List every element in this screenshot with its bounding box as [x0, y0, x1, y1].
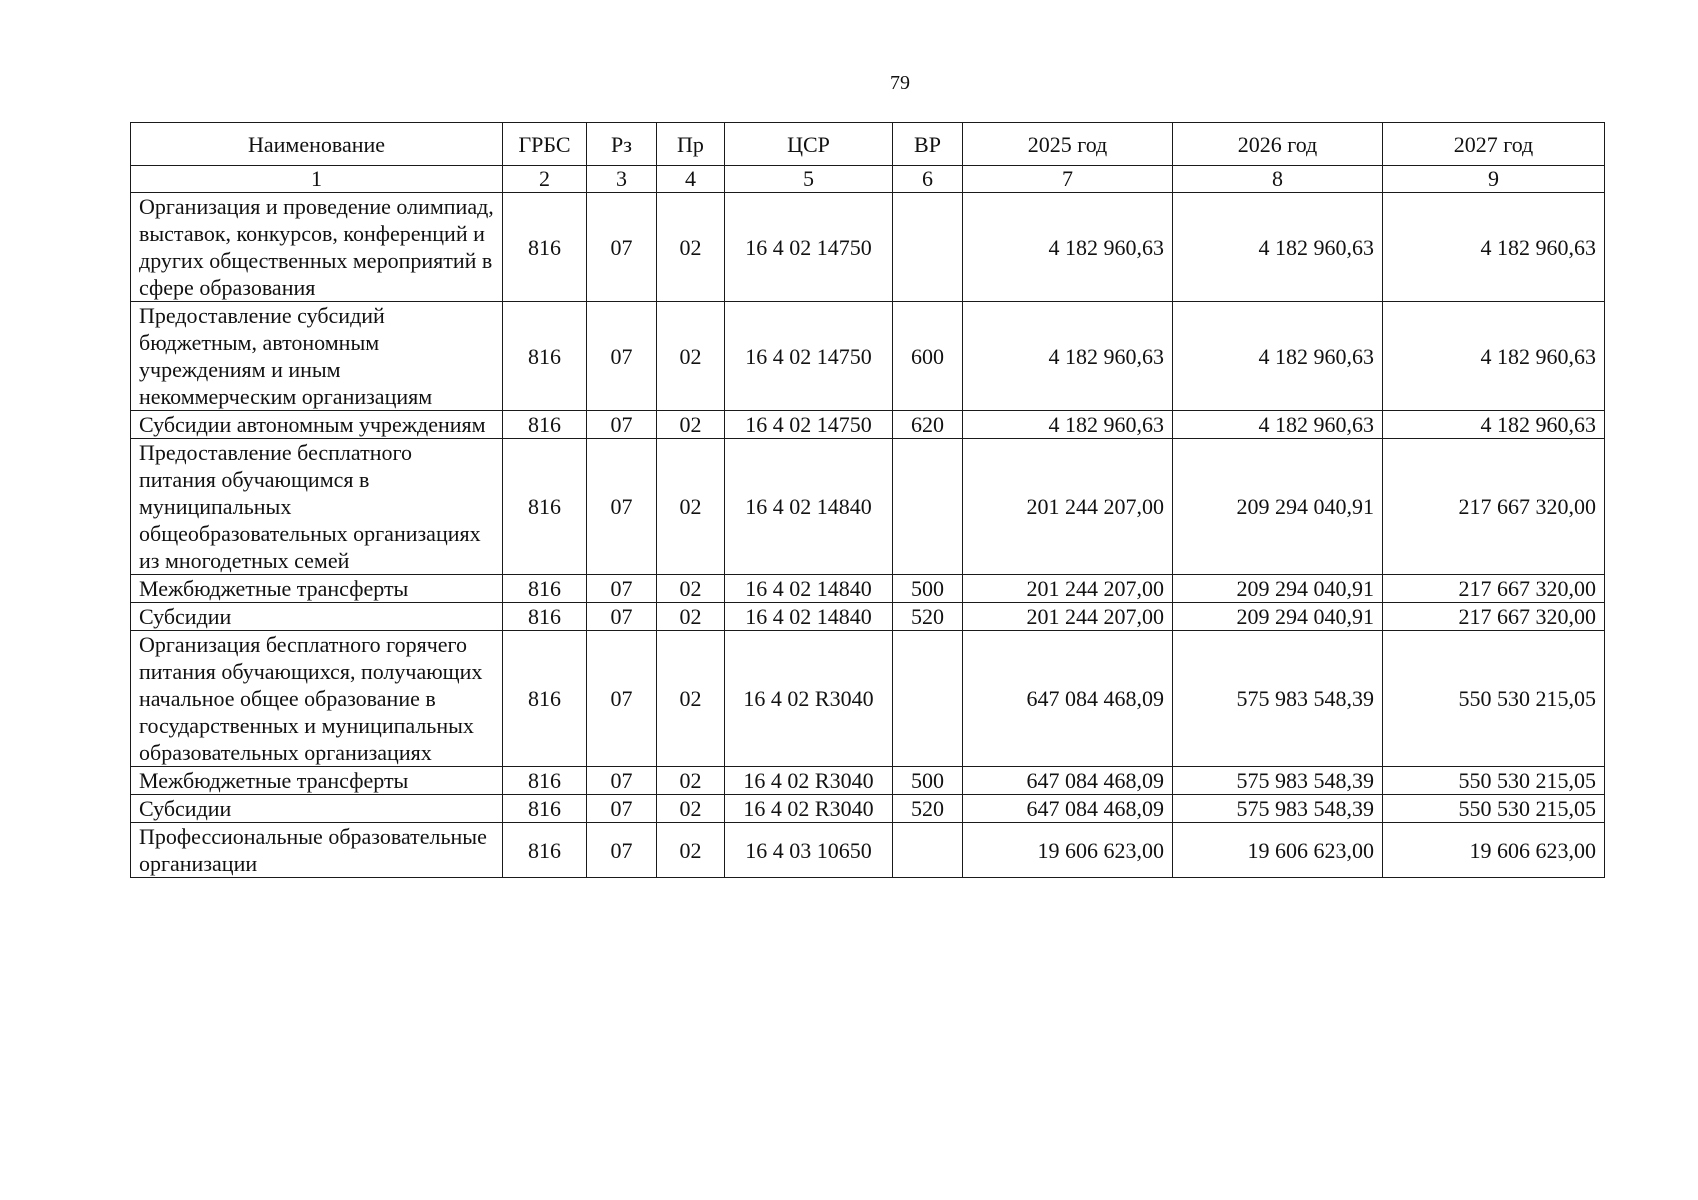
row-pr-cell: 02 — [657, 767, 725, 795]
row-pr-cell: 02 — [657, 795, 725, 823]
row-2026-amount: 575 983 548,39 — [1173, 795, 1383, 823]
row-csr-cell: 16 4 02 R3040 — [725, 631, 893, 767]
row-csr-cell: 16 4 02 R3040 — [725, 767, 893, 795]
row-name-cell: Предоставление бесплатного питания обучающимся в муниципальных общеобразовательных организациях из многодетных семей — [131, 439, 503, 575]
row-csr-cell: 16 4 02 14750 — [725, 193, 893, 302]
budget-table — [130, 122, 1605, 878]
row-2025-amount: 647 084 468,09 — [963, 767, 1173, 795]
row-2027-amount: 4 182 960,63 — [1383, 193, 1605, 302]
header-grbs: ГРБС — [503, 123, 587, 166]
column-number: 9 — [1383, 166, 1605, 193]
row-pr-cell: 02 — [657, 631, 725, 767]
row-pr-cell: 02 — [657, 603, 725, 631]
column-number: 5 — [725, 166, 893, 193]
row-2026-amount: 4 182 960,63 — [1173, 193, 1383, 302]
row-pr-cell: 02 — [657, 411, 725, 439]
row-grbs-cell: 816 — [503, 823, 587, 878]
row-name-cell: Межбюджетные трансферты — [131, 767, 503, 795]
row-pr-cell: 02 — [657, 823, 725, 878]
row-pr-cell: 02 — [657, 193, 725, 302]
row-name-cell: Предоставление субсидий бюджетным, автономным учреждениям и иным некоммерческим организациям — [131, 302, 503, 411]
column-number: 8 — [1173, 166, 1383, 193]
row-2027-amount: 217 667 320,00 — [1383, 603, 1605, 631]
row-2026-amount: 575 983 548,39 — [1173, 767, 1383, 795]
column-number: 7 — [963, 166, 1173, 193]
row-rz-cell: 07 — [587, 411, 657, 439]
row-vr-cell: 500 — [893, 767, 963, 795]
row-2026-amount: 209 294 040,91 — [1173, 439, 1383, 575]
row-csr-cell: 16 4 02 14750 — [725, 411, 893, 439]
row-vr-cell — [893, 439, 963, 575]
table-row — [131, 439, 1605, 575]
row-2025-amount: 647 084 468,09 — [963, 631, 1173, 767]
row-2025-amount: 201 244 207,00 — [963, 439, 1173, 575]
row-2026-amount: 575 983 548,39 — [1173, 631, 1383, 767]
table-row — [131, 767, 1605, 795]
row-grbs-cell: 816 — [503, 193, 587, 302]
column-number: 3 — [587, 166, 657, 193]
table-row — [131, 823, 1605, 878]
row-grbs-cell: 816 — [503, 439, 587, 575]
row-csr-cell: 16 4 02 14840 — [725, 575, 893, 603]
row-pr-cell: 02 — [657, 575, 725, 603]
header-csr: ЦСР — [725, 123, 893, 166]
row-grbs-cell: 816 — [503, 575, 587, 603]
row-rz-cell: 07 — [587, 631, 657, 767]
row-2026-amount: 209 294 040,91 — [1173, 603, 1383, 631]
row-name-cell: Субсидии — [131, 795, 503, 823]
row-csr-cell: 16 4 02 14750 — [725, 302, 893, 411]
row-name-cell: Межбюджетные трансферты — [131, 575, 503, 603]
row-2027-amount: 217 667 320,00 — [1383, 575, 1605, 603]
header-vr: ВР — [893, 123, 963, 166]
row-2025-amount: 4 182 960,63 — [963, 302, 1173, 411]
row-name-cell: Субсидии автономным учреждениям — [131, 411, 503, 439]
row-name-cell: Профессиональные образовательные организации — [131, 823, 503, 878]
row-grbs-cell: 816 — [503, 603, 587, 631]
row-2025-amount: 201 244 207,00 — [963, 603, 1173, 631]
row-vr-cell: 500 — [893, 575, 963, 603]
column-number-row — [131, 166, 1605, 193]
row-name-cell: Организация бесплатного горячего питания обучающихся, получающих начальное общее образование в государственных и муниципальных образовательных организациях — [131, 631, 503, 767]
table-row — [131, 193, 1605, 302]
header-2025: 2025 год — [963, 123, 1173, 166]
row-rz-cell: 07 — [587, 767, 657, 795]
header-2026: 2026 год — [1173, 123, 1383, 166]
row-2025-amount: 647 084 468,09 — [963, 795, 1173, 823]
row-2026-amount: 19 606 623,00 — [1173, 823, 1383, 878]
row-rz-cell: 07 — [587, 302, 657, 411]
row-vr-cell — [893, 823, 963, 878]
header-2027: 2027 год — [1383, 123, 1605, 166]
row-vr-cell: 520 — [893, 795, 963, 823]
row-grbs-cell: 816 — [503, 631, 587, 767]
row-rz-cell: 07 — [587, 193, 657, 302]
row-2025-amount: 4 182 960,63 — [963, 193, 1173, 302]
row-2025-amount: 201 244 207,00 — [963, 575, 1173, 603]
row-pr-cell: 02 — [657, 439, 725, 575]
row-2027-amount: 4 182 960,63 — [1383, 411, 1605, 439]
row-2027-amount: 550 530 215,05 — [1383, 767, 1605, 795]
row-grbs-cell: 816 — [503, 795, 587, 823]
page-number: 79 — [890, 72, 910, 94]
row-csr-cell: 16 4 02 14840 — [725, 439, 893, 575]
row-rz-cell: 07 — [587, 795, 657, 823]
row-vr-cell: 620 — [893, 411, 963, 439]
row-name-cell: Субсидии — [131, 603, 503, 631]
table-row — [131, 575, 1605, 603]
row-rz-cell: 07 — [587, 575, 657, 603]
table-row — [131, 411, 1605, 439]
row-vr-cell: 600 — [893, 302, 963, 411]
row-name-cell: Организация и проведение олимпиад, выставок, конкурсов, конференций и других общественных мероприятий в сфере образования — [131, 193, 503, 302]
row-2025-amount: 19 606 623,00 — [963, 823, 1173, 878]
row-vr-cell — [893, 631, 963, 767]
row-2026-amount: 4 182 960,63 — [1173, 411, 1383, 439]
column-number: 6 — [893, 166, 963, 193]
row-csr-cell: 16 4 03 10650 — [725, 823, 893, 878]
row-grbs-cell: 816 — [503, 767, 587, 795]
row-pr-cell: 02 — [657, 302, 725, 411]
row-grbs-cell: 816 — [503, 411, 587, 439]
row-rz-cell: 07 — [587, 603, 657, 631]
row-vr-cell — [893, 193, 963, 302]
row-csr-cell: 16 4 02 R3040 — [725, 795, 893, 823]
table-row — [131, 795, 1605, 823]
column-number: 1 — [131, 166, 503, 193]
header-row — [131, 123, 1605, 166]
row-vr-cell: 520 — [893, 603, 963, 631]
column-number: 2 — [503, 166, 587, 193]
row-2027-amount: 550 530 215,05 — [1383, 631, 1605, 767]
row-2025-amount: 4 182 960,63 — [963, 411, 1173, 439]
row-2027-amount: 19 606 623,00 — [1383, 823, 1605, 878]
row-2027-amount: 550 530 215,05 — [1383, 795, 1605, 823]
row-2027-amount: 4 182 960,63 — [1383, 302, 1605, 411]
row-grbs-cell: 816 — [503, 302, 587, 411]
row-2026-amount: 209 294 040,91 — [1173, 575, 1383, 603]
table-row — [131, 603, 1605, 631]
table-row — [131, 302, 1605, 411]
header-pr: Пр — [657, 123, 725, 166]
row-csr-cell: 16 4 02 14840 — [725, 603, 893, 631]
row-rz-cell: 07 — [587, 439, 657, 575]
table-row — [131, 631, 1605, 767]
row-rz-cell: 07 — [587, 823, 657, 878]
row-2027-amount: 217 667 320,00 — [1383, 439, 1605, 575]
column-number: 4 — [657, 166, 725, 193]
header-name: Наименование — [131, 123, 503, 166]
row-2026-amount: 4 182 960,63 — [1173, 302, 1383, 411]
header-rz: Рз — [587, 123, 657, 166]
